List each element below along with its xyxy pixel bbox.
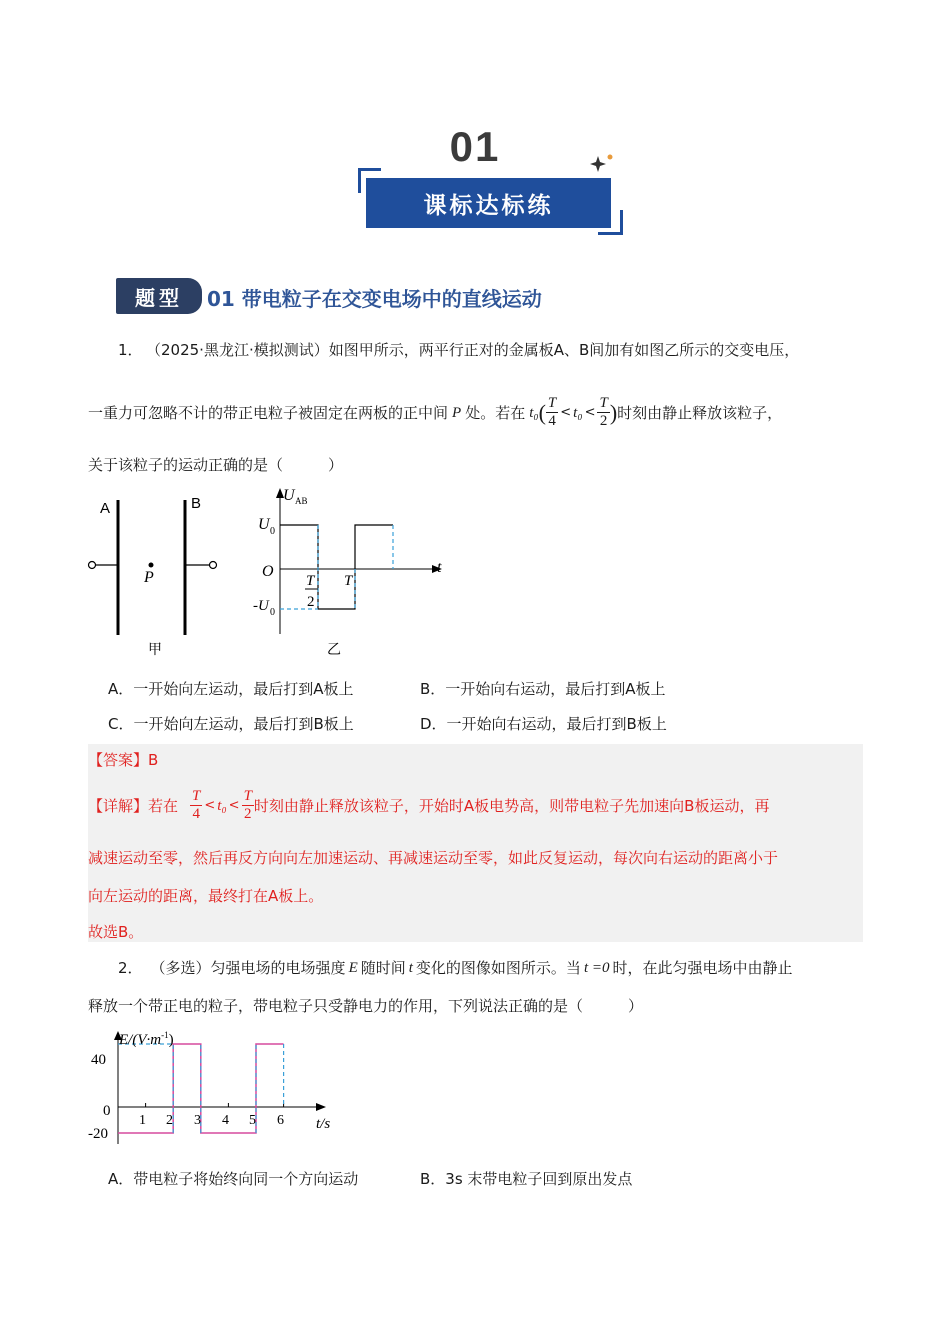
q1-number: 1．: [118, 341, 143, 359]
plate-a-label: A: [100, 500, 111, 517]
x-tick-3: 3: [194, 1113, 201, 1128]
frac-den: 4: [192, 806, 200, 822]
fraction-t-4: [546, 395, 558, 430]
x-tick-1: 1: [139, 1113, 146, 1128]
neg-u0-label: -U: [253, 598, 269, 614]
y-tick-0: 0: [103, 1103, 111, 1119]
answer-detail-line3: 向左运动的距离，最终打在A板上。: [88, 887, 324, 905]
q1-t0: t₀: [529, 404, 539, 421]
figure-plates: [86, 492, 226, 664]
fraction-t-2: [597, 395, 609, 430]
x-tick-4: 4: [222, 1113, 229, 1128]
q2-text: 随时间: [360, 959, 406, 977]
less-than: <: [204, 797, 216, 813]
q2-text: 时，在此匀强电场中由静止: [612, 959, 793, 977]
efield-chart: [86, 1028, 346, 1150]
neg-u0-sub: 0: [270, 607, 275, 618]
q1-option-d[interactable]: D．一开始向右运动，最后打到B板上: [420, 715, 667, 733]
frac-num: T: [547, 395, 557, 411]
type-tag: 题型: [116, 278, 202, 314]
section-title: 课标达标练: [366, 178, 611, 228]
q1-line2-text: 处。若在: [465, 403, 526, 422]
e-axis-label: [118, 1030, 174, 1048]
q2-number: 2．: [118, 959, 143, 977]
frac-num: T: [243, 788, 252, 804]
frac-den: 2: [599, 413, 608, 429]
q1-option-a[interactable]: A．一开始向左运动，最后打到A板上: [108, 680, 354, 698]
answer-detail-line1: [88, 788, 769, 823]
y-tick-40: 40: [91, 1052, 106, 1068]
frac-num: T: [599, 395, 608, 411]
sparkle-icon: [590, 152, 616, 174]
q2-option-a[interactable]: A．带电粒子将始终向同一个方向运动: [108, 1170, 359, 1188]
type-title: 01 带电粒子在交变电场中的直线运动: [207, 287, 542, 311]
frac-den: 2: [244, 806, 252, 822]
q1-line2-text: 一重力可忽略不计的带正电粒子被固定在两板的正中间: [88, 403, 449, 422]
answer-detail-line2: 减速运动至零，然后再反方向向左加速运动、再减速运动至零，如此反复运动，每次向右运动的距离小于: [88, 849, 779, 867]
q1-point-p: P: [452, 404, 462, 421]
less-than: <: [584, 404, 596, 420]
figure-caption: 乙: [327, 642, 341, 658]
e-axis-label-text: E/(V·m: [119, 1032, 162, 1048]
q2-text: 变化的图像如图所示。当: [415, 959, 581, 977]
q1-line3: 关于该粒子的运动正确的是（ ）: [88, 456, 344, 474]
plate-b-label: B: [191, 495, 202, 512]
q1-line2: [88, 395, 782, 430]
t-half-num: T: [306, 573, 315, 589]
t0: t₀: [217, 797, 227, 814]
q2-text: （多选）匀强电场的电场强度: [150, 959, 346, 977]
detail-text: 时刻由静止释放该粒子，开始时A板电势高，则带电粒子先加速向B板运动，再: [253, 796, 770, 815]
less-than: <: [228, 797, 240, 813]
q2-line1: [118, 958, 793, 978]
q2-t-equals: t =0: [583, 960, 610, 976]
origin-label: O: [262, 563, 274, 580]
answer-detail-line4: 故选B。: [88, 923, 144, 941]
detail-label: 【详解】: [88, 796, 149, 815]
q1-option-c[interactable]: C．一开始向左运动，最后打到B板上: [108, 715, 354, 733]
x-tick-6: 6: [277, 1113, 284, 1128]
figure-caption: 甲: [148, 642, 162, 658]
q2-line2: 释放一个带正电的粒子，带电粒子只受静电力的作用，下列说法正确的是（ ）: [88, 997, 644, 1015]
t-half-den: 2: [307, 594, 315, 610]
section-number: 01: [449, 123, 501, 170]
q2-option-b[interactable]: B．3s 末带电粒子回到原出发点: [420, 1170, 633, 1188]
frac-den: 4: [548, 413, 556, 429]
fraction-t-4: [190, 788, 202, 823]
point-p-label: P: [144, 569, 154, 586]
t-axis-label: t/s: [316, 1116, 331, 1132]
q1-line1: （2025·黑龙江·模拟测试）如图甲所示，两平行正对的金属板A、B间加有如图乙所示的交变电压，: [146, 341, 800, 359]
u0-sub: 0: [270, 526, 275, 537]
less-than: <: [560, 404, 572, 420]
x-tick-5: 5: [249, 1113, 256, 1128]
e-axis-sup: -1: [161, 1030, 169, 1040]
y-axis-label: U: [283, 487, 295, 504]
paren: (: [538, 399, 546, 425]
q1-option-b[interactable]: B．一开始向右运动，最后打到A板上: [420, 680, 666, 698]
y-tick-neg20: -20: [88, 1126, 108, 1142]
e-axis-end: ): [168, 1032, 174, 1048]
y-axis-sub: AB: [295, 496, 308, 506]
figure-voltage: [252, 484, 452, 664]
q1-t0-mid: t₀: [573, 404, 583, 421]
detail-text: 若在: [148, 796, 179, 815]
answer-box: [88, 744, 863, 942]
answer-line: 【答案】B: [88, 751, 159, 769]
fraction-t-2: [242, 788, 254, 823]
frac-num: T: [192, 788, 201, 804]
x-tick-2: 2: [166, 1113, 173, 1128]
u0-label: U: [258, 516, 270, 533]
q1-line2-text: 时刻由静止释放该粒子，: [617, 403, 783, 422]
t-period-label: T: [344, 573, 353, 589]
t-axis-label: t: [437, 559, 442, 576]
paren: ): [609, 399, 618, 425]
q2-e-symbol: E: [348, 960, 358, 976]
q2-t-symbol: t: [408, 960, 413, 976]
